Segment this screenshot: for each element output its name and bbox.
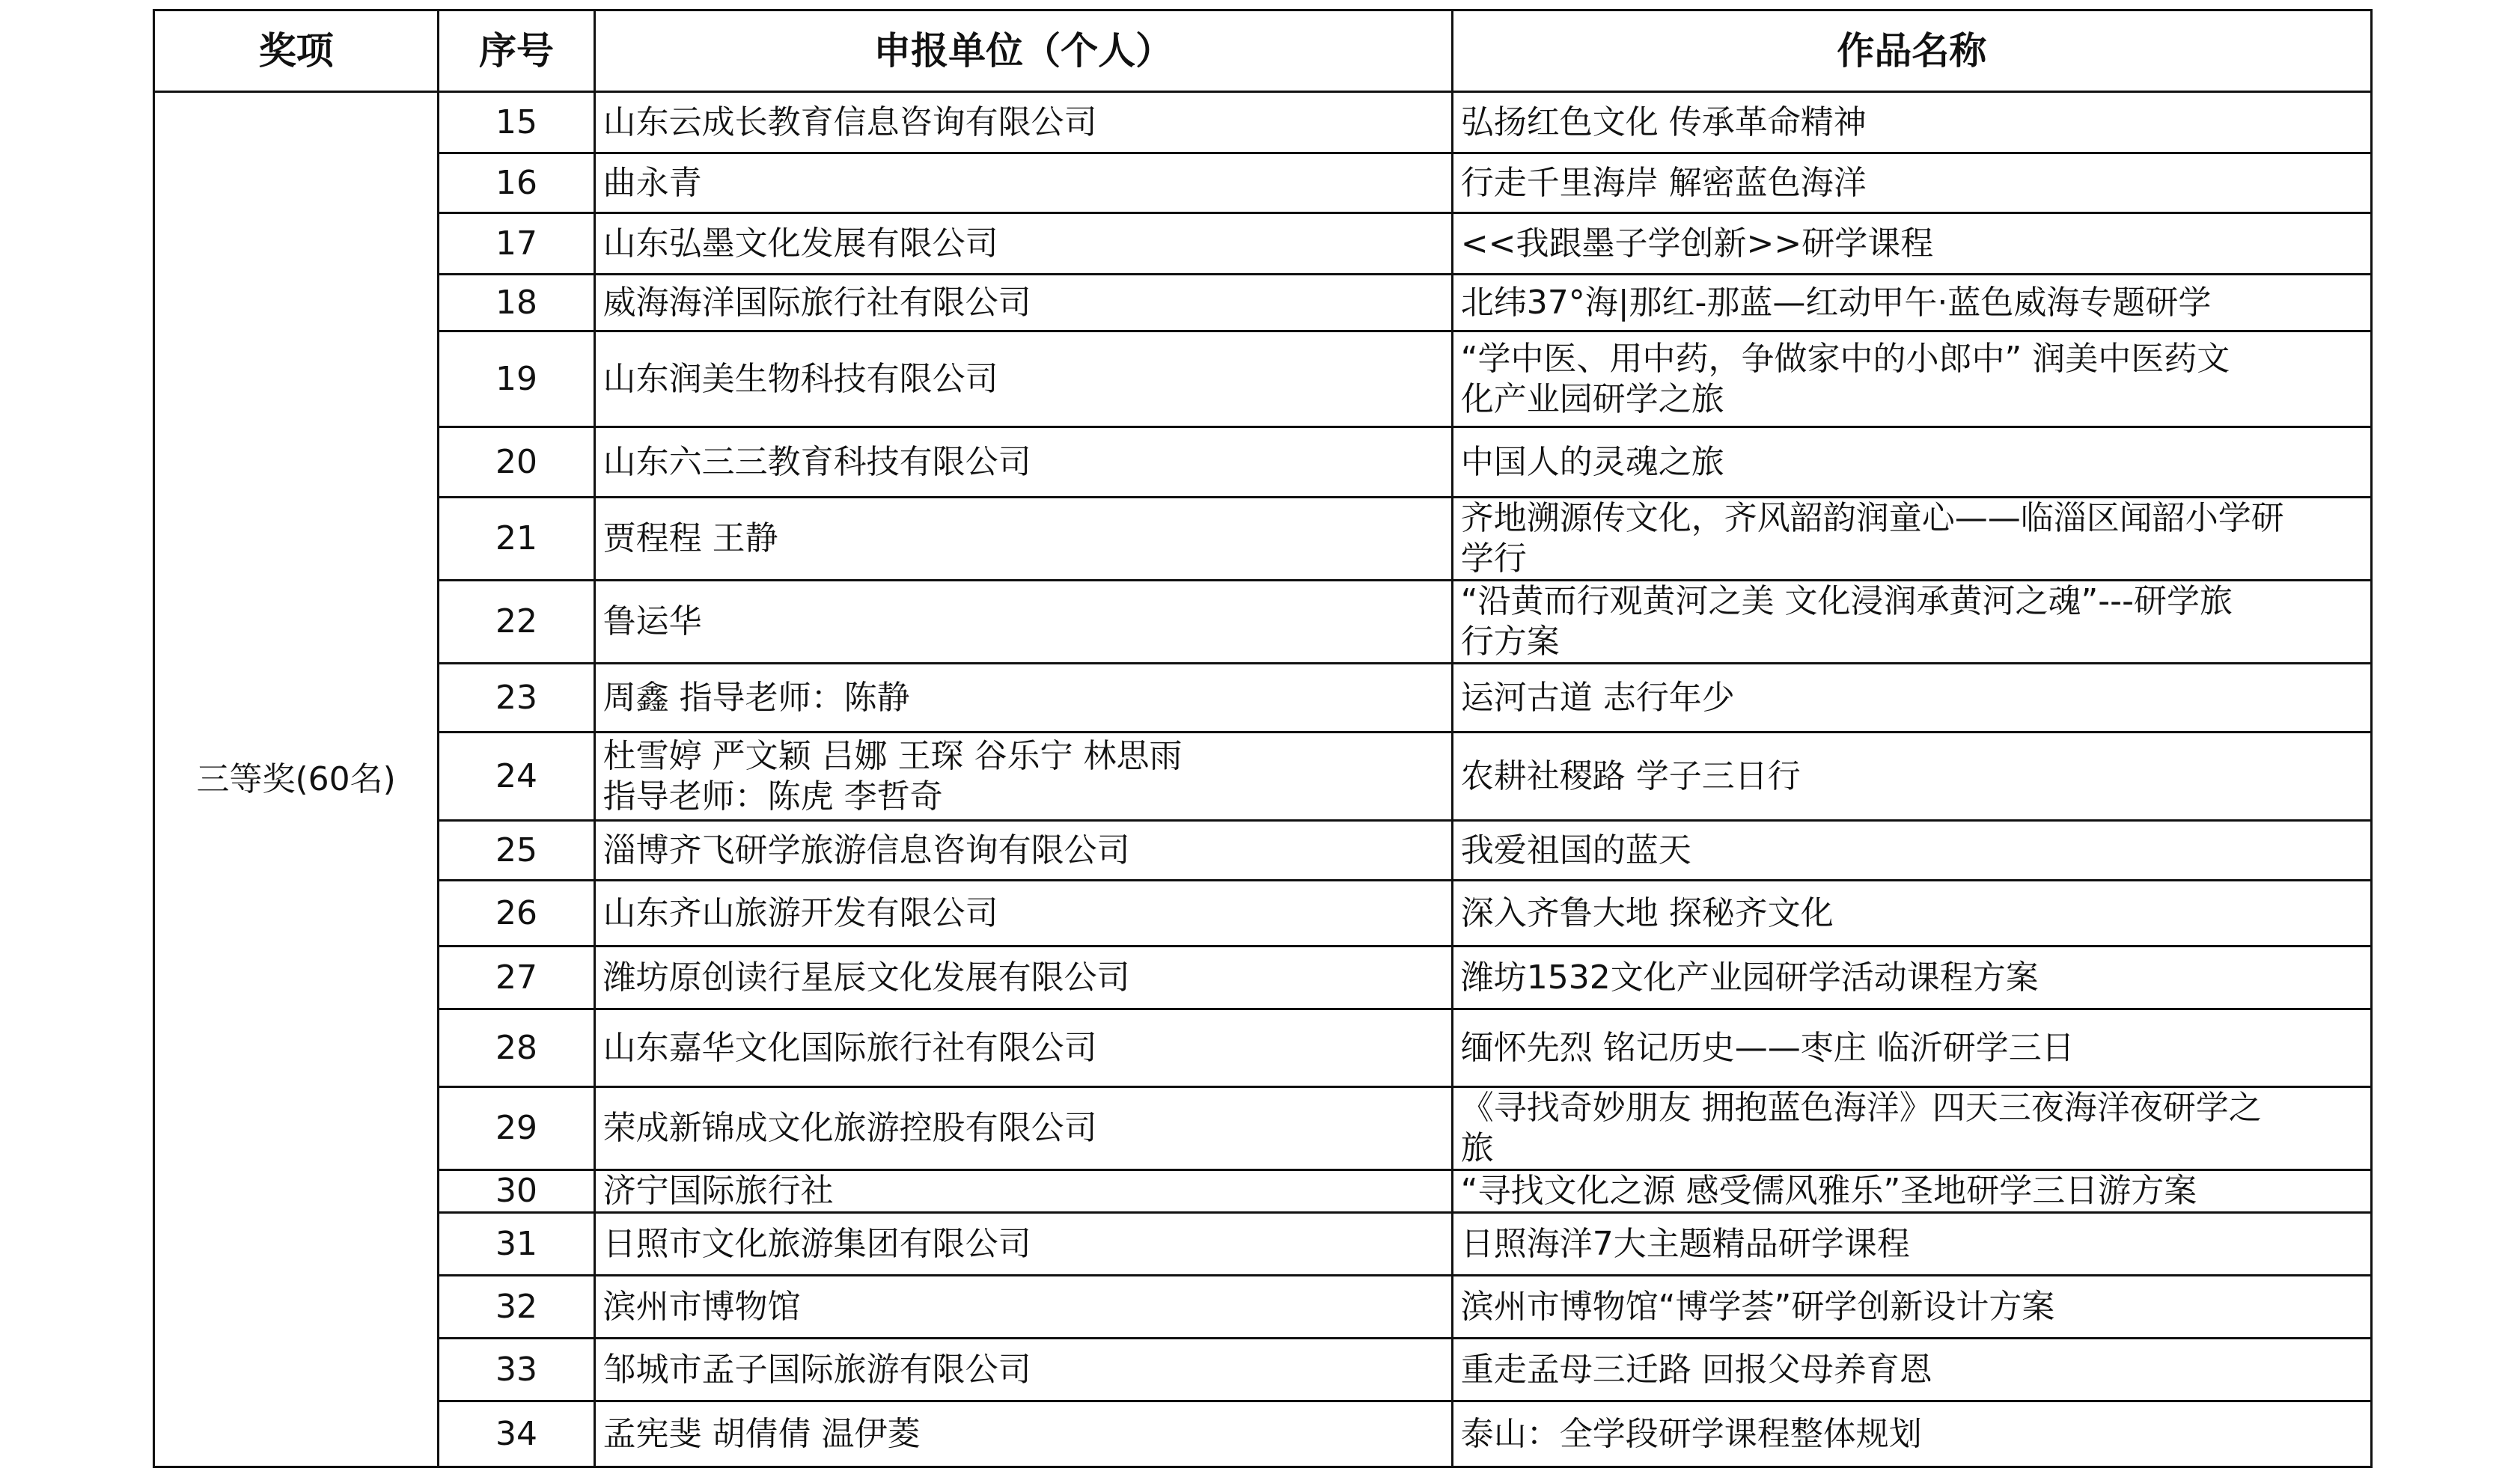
title-cell: [1452, 821, 2371, 881]
table-row: [154, 1213, 2372, 1276]
unit-text: 曲永青: [602, 163, 702, 202]
title-cell: [1452, 664, 2371, 733]
seq-cell: 28: [439, 1009, 594, 1087]
unit-cell: [594, 881, 1452, 947]
unit-cell: [594, 427, 1452, 498]
title-text: 弘扬红色文化 传承革命精神: [1460, 103, 1867, 141]
title-text: 农耕社稷路 学子三日行: [1460, 756, 1801, 795]
table-row: [154, 498, 2372, 581]
unit-text: 山东润美生物科技有限公司: [602, 359, 998, 398]
table-row: [154, 153, 2372, 213]
title-cell: [1452, 733, 2371, 821]
title-cell: [1452, 881, 2371, 947]
title-text: 我爱祖国的蓝天: [1460, 831, 1691, 869]
unit-cell: [594, 1087, 1452, 1170]
seq-cell: 17: [439, 213, 594, 275]
header-award: 奖项: [154, 10, 439, 92]
seq-cell: 32: [439, 1276, 594, 1339]
seq-cell: 31: [439, 1213, 594, 1276]
title-text: 深入齐鲁大地 探秘齐文化: [1460, 893, 1834, 932]
table-row: [154, 581, 2372, 664]
table-row: [154, 1401, 2372, 1467]
unit-text: 荣成新锦成文化旅游控股有限公司: [602, 1109, 1097, 1147]
title-text: 化产业园研学之旅: [1460, 379, 1724, 418]
unit-text: 潍坊原创读行星辰文化发展有限公司: [602, 958, 1130, 997]
table-row: [154, 213, 2372, 275]
unit-text: 杜雪婷 严文颖 吕娜 王琛 谷乐宁 林思雨: [602, 736, 1183, 775]
table-row: [154, 1339, 2372, 1401]
unit-text: 日照市文化旅游集团有限公司: [602, 1224, 1031, 1263]
table-body: [154, 92, 2372, 1467]
table-row: [154, 821, 2372, 881]
title-cell: [1452, 331, 2371, 427]
seq-cell: 22: [439, 581, 594, 664]
title-cell: [1452, 1170, 2371, 1213]
title-cell: [1452, 153, 2371, 213]
unit-text: 山东六三三教育科技有限公司: [602, 442, 1031, 481]
title-cell: [1452, 213, 2371, 275]
title-text: 行方案: [1460, 623, 1560, 661]
title-cell: [1452, 1276, 2371, 1339]
title-text: 旅: [1460, 1129, 1494, 1167]
unit-cell: [594, 947, 1452, 1009]
title-text: “沿黄而行观黄河之美 文化浸润承黄河之魂”---研学旅: [1460, 582, 2233, 620]
unit-cell: [594, 1401, 1452, 1467]
seq-cell: 21: [439, 498, 594, 581]
unit-text: 山东弘墨文化发展有限公司: [602, 224, 998, 263]
unit-cell: [594, 821, 1452, 881]
table-row: [154, 427, 2372, 498]
table-row: [154, 1170, 2372, 1213]
title-cell: [1452, 1401, 2371, 1467]
table-row: [154, 275, 2372, 331]
unit-text: 邹城市孟子国际旅游有限公司: [602, 1350, 1031, 1389]
award-table: [153, 9, 2373, 1468]
unit-cell: [594, 1276, 1452, 1339]
seq-cell: 29: [439, 1087, 594, 1170]
unit-cell: [594, 275, 1452, 331]
unit-text: 周鑫 指导老师：陈静: [602, 678, 910, 717]
title-text: 学行: [1460, 539, 1527, 578]
unit-cell: [594, 213, 1452, 275]
seq-cell: 24: [439, 733, 594, 821]
seq-cell: 15: [439, 92, 594, 153]
title-text: 《寻找奇妙朋友 拥抱蓝色海洋》四天三夜海洋夜研学之: [1460, 1089, 2262, 1127]
table-row: [154, 881, 2372, 947]
unit-cell: [594, 1339, 1452, 1401]
seq-cell: 23: [439, 664, 594, 733]
table-row: [154, 92, 2372, 153]
unit-cell: [594, 1170, 1452, 1213]
title-cell: [1452, 581, 2371, 664]
seq-cell: 18: [439, 275, 594, 331]
unit-cell: [594, 331, 1452, 427]
title-cell: [1452, 498, 2371, 581]
header-unit: 申报单位（个人）: [594, 10, 1452, 92]
title-text: 缅怀先烈 铭记历史——枣庄 临沂研学三日: [1460, 1028, 2075, 1067]
unit-cell: [594, 664, 1452, 733]
title-text: 运河古道 志行年少: [1460, 678, 1735, 717]
title-cell: [1452, 1213, 2371, 1276]
table-row: [154, 947, 2372, 1009]
seq-cell: 19: [439, 331, 594, 427]
unit-cell: [594, 581, 1452, 664]
title-text: 齐地溯源传文化，齐风韶韵润童心——临淄区闻韶小学研: [1460, 499, 2284, 537]
title-text: 行走千里海岸 解密蓝色海洋: [1460, 163, 1867, 202]
unit-cell: [594, 1213, 1452, 1276]
unit-text: 鲁运华: [602, 602, 702, 640]
unit-text: 指导老师：陈虎 李哲奇: [602, 777, 943, 816]
title-cell: [1452, 275, 2371, 331]
title-text: 中国人的灵魂之旅: [1460, 442, 1724, 481]
unit-text: 贾程程 王静: [602, 519, 778, 557]
title-cell: [1452, 427, 2371, 498]
title-cell: [1452, 1009, 2371, 1087]
table-row: [154, 1087, 2372, 1170]
unit-text: 威海海洋国际旅行社有限公司: [602, 283, 1031, 322]
title-text: 潍坊1532文化产业园研学活动课程方案: [1460, 958, 2039, 997]
title-cell: [1452, 1339, 2371, 1401]
unit-cell: [594, 153, 1452, 213]
title-text: “学中医、用中药，争做家中的小郎中” 润美中医药文: [1460, 339, 2230, 378]
title-text: 滨州市博物馆“博学荟”研学创新设计方案: [1460, 1287, 2055, 1326]
title-cell: [1452, 1087, 2371, 1170]
unit-text: 山东齐山旅游开发有限公司: [602, 893, 998, 932]
header-seq: 序号: [439, 10, 594, 92]
table-row: [154, 331, 2372, 427]
unit-cell: [594, 498, 1452, 581]
unit-cell: [594, 733, 1452, 821]
title-text: 日照海洋7大主题精品研学课程: [1460, 1224, 1910, 1263]
title-text: <<我跟墨子学创新>>研学课程: [1460, 224, 1934, 263]
header-row: [154, 10, 2372, 92]
title-cell: [1452, 92, 2371, 153]
seq-cell: 16: [439, 153, 594, 213]
seq-cell: 34: [439, 1401, 594, 1467]
title-cell: [1452, 947, 2371, 1009]
title-text: 北纬37°海|那红-那蓝—红动甲午·蓝色威海专题研学: [1460, 283, 2212, 322]
header-title: 作品名称: [1452, 10, 2371, 92]
unit-text: 孟宪斐 胡倩倩 温伊菱: [602, 1414, 921, 1453]
seq-cell: 25: [439, 821, 594, 881]
seq-cell: 26: [439, 881, 594, 947]
unit-cell: [594, 1009, 1452, 1087]
seq-cell: 27: [439, 947, 594, 1009]
unit-text: 山东云成长教育信息咨询有限公司: [602, 103, 1097, 141]
table-row: [154, 664, 2372, 733]
unit-text: 山东嘉华文化国际旅行社有限公司: [602, 1028, 1097, 1067]
unit-text: 淄博齐飞研学旅游信息咨询有限公司: [602, 831, 1130, 869]
seq-cell: 33: [439, 1339, 594, 1401]
title-text: “寻找文化之源 感受儒风雅乐”圣地研学三日游方案: [1460, 1172, 2197, 1210]
seq-cell: 20: [439, 427, 594, 498]
table-row: [154, 733, 2372, 821]
unit-text: 滨州市博物馆: [602, 1287, 801, 1326]
title-text: 重走孟母三迁路 回报父母养育恩: [1460, 1350, 1932, 1389]
title-text: 泰山：全学段研学课程整体规划: [1460, 1414, 1922, 1453]
unit-text: 济宁国际旅行社: [602, 1172, 834, 1210]
unit-cell: [594, 92, 1452, 153]
award-group-cell: 三等奖(60名): [154, 92, 439, 1467]
table-row: [154, 1276, 2372, 1339]
seq-cell: 30: [439, 1170, 594, 1213]
table-row: [154, 1009, 2372, 1087]
